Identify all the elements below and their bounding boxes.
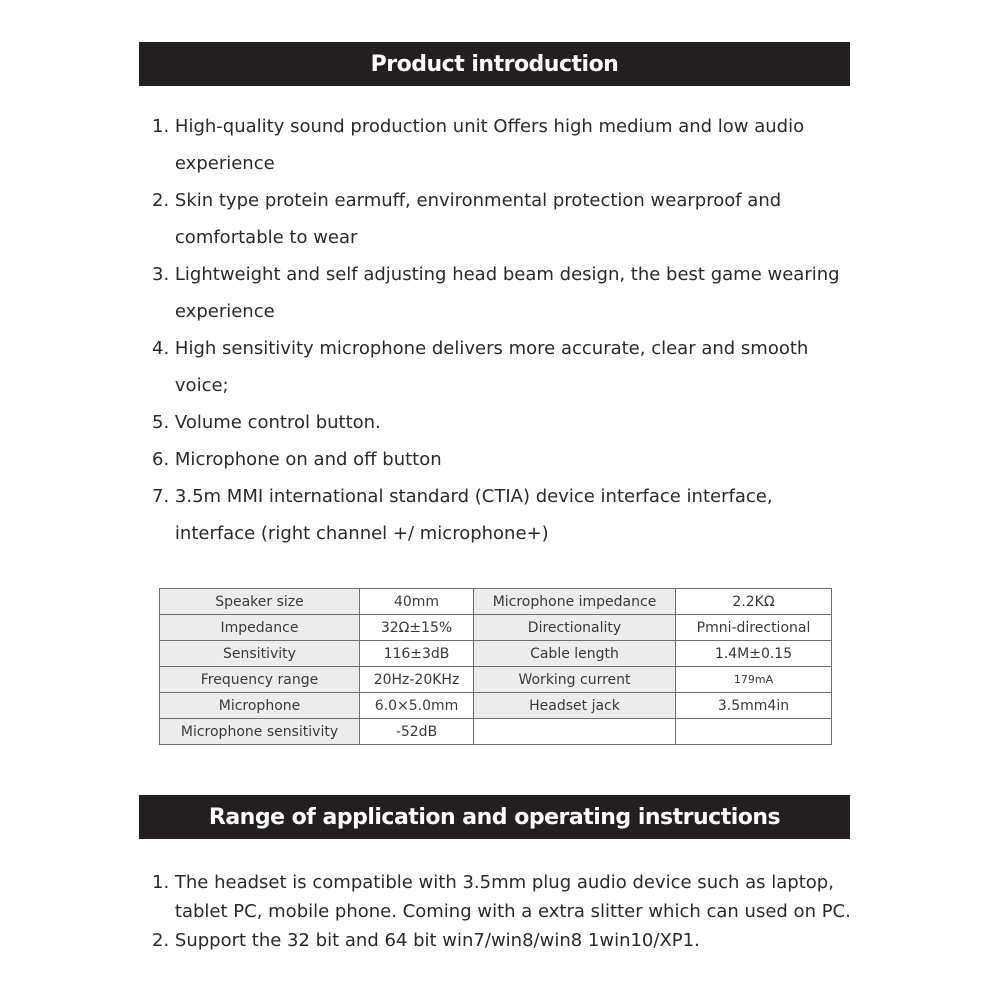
spec-label: Microphone [160,693,360,719]
spec-value: -52dB [360,719,474,745]
item-text: 3.5m MMI international standard (CTIA) device interface interface, [174,486,773,507]
table-row [160,667,832,693]
operating-instructions-list [152,868,852,955]
range-of-application-banner [139,795,850,839]
spec-label: Microphone impedance [474,589,676,615]
list-item [152,478,852,552]
spec-label: Impedance [160,615,360,641]
spec-label: Working current [474,667,676,693]
spec-value: 2.2KΩ [676,589,832,615]
list-item [152,256,852,330]
item-number: 7. [152,486,175,507]
list-item [152,441,852,478]
item-text: experience [174,153,275,174]
spec-value: 3.5mm4in [676,693,832,719]
spec-value: 32Ω±15% [360,615,474,641]
item-text: Support the 32 bit and 64 bit win7/win8/win8 1win10/XP1. [174,930,700,951]
specifications-table [159,588,832,745]
table-row [160,615,832,641]
spec-value: 1.4M±0.15 [676,641,832,667]
spec-value: 179mA [676,667,832,693]
spec-label: Speaker size [160,589,360,615]
item-text: tablet PC, mobile phone. Coming with a extra slitter which can used on PC. [174,901,851,922]
empty-cell [474,719,676,745]
item-number: 1. [152,872,175,893]
item-text: interface (right channel +/ microphone+) [174,523,549,544]
list-item [152,926,852,955]
item-text: Lightweight and self adjusting head beam design, the best game wearing [174,264,840,285]
list-item [152,330,852,404]
spec-label: Frequency range [160,667,360,693]
item-number: 2. [152,190,175,211]
list-item [152,404,852,441]
spec-label: Sensitivity [160,641,360,667]
item-text: High sensitivity microphone delivers more accurate, clear and smooth [174,338,809,359]
item-number: 2. [152,930,175,951]
item-number: 5. [152,412,175,433]
item-number: 3. [152,264,175,285]
spec-value: 40mm [360,589,474,615]
list-item [152,868,852,926]
table-row [160,589,832,615]
item-text: The headset is compatible with 3.5mm plug audio device such as laptop, [174,872,834,893]
spec-value: Pmni-directional [676,615,832,641]
spec-label: Microphone sensitivity [160,719,360,745]
spec-label: Headset jack [474,693,676,719]
list-item [152,108,852,182]
item-text: voice; [174,375,229,396]
item-text: Skin type protein earmuff, environmental protection wearproof and [174,190,782,211]
empty-cell [676,719,832,745]
table-row [160,641,832,667]
spec-label: Cable length [474,641,676,667]
table-row [160,719,832,745]
spec-label: Directionality [474,615,676,641]
spec-value: 116±3dB [360,641,474,667]
section-title: Range of application and operating instructions [208,804,781,830]
item-number: 4. [152,338,175,359]
item-text: comfortable to wear [174,227,358,248]
product-introduction-list [152,108,852,552]
spec-value: 6.0×5.0mm [360,693,474,719]
product-introduction-banner [139,42,850,86]
item-text: High-quality sound production unit Offers high medium and low audio [174,116,805,137]
spec-value: 20Hz-20KHz [360,667,474,693]
item-number: 1. [152,116,175,137]
table-row [160,693,832,719]
section-title: Product introduction [370,51,619,77]
item-number: 6. [152,449,175,470]
item-text: Microphone on and off button [174,449,442,470]
item-text: experience [174,301,275,322]
item-text: Volume control button. [174,412,381,433]
list-item [152,182,852,256]
